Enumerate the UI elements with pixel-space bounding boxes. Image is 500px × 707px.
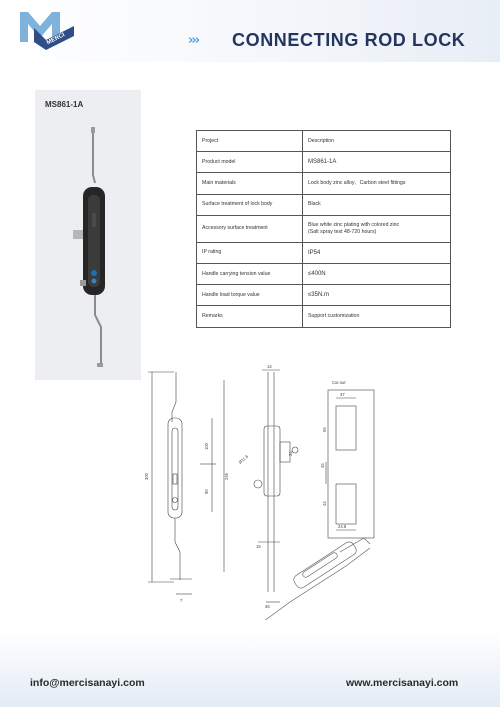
- product-panel: [35, 90, 141, 380]
- dim-45: 45: [320, 463, 325, 468]
- table-row: [197, 306, 451, 327]
- product-code: MS861-1A: [45, 100, 84, 109]
- row-label: Accessory surface treatment: [197, 215, 303, 242]
- dim-15: 15: [256, 544, 261, 549]
- row-label: Remarks: [197, 306, 303, 327]
- row-label: Main materials: [197, 173, 303, 194]
- footer-band: [0, 632, 500, 707]
- row-value: ≤35N.m: [303, 285, 451, 306]
- footer-email-link[interactable]: info@mercisanayi.com: [30, 677, 145, 689]
- row-value: ≤400N: [303, 263, 451, 284]
- row-label: Handle load torque value: [197, 285, 303, 306]
- table-row: [197, 173, 451, 194]
- row-label: Surface treatment of lock body: [197, 194, 303, 215]
- row-value: Lock body zinc alloy、Carbon steel fittings: [303, 173, 451, 194]
- row-label: Product model: [197, 152, 303, 173]
- dim-7: 7: [180, 598, 183, 603]
- header-description: Description: [303, 131, 451, 152]
- row-value: Support customization: [303, 306, 451, 327]
- front-view: [148, 372, 224, 594]
- dim-44: 44: [322, 501, 327, 506]
- dim-36: 36: [265, 604, 270, 609]
- dim-246: 246: [224, 473, 229, 480]
- row-label: Handle carrying tension value: [197, 263, 303, 284]
- table-row: [197, 152, 451, 173]
- table-row: [197, 242, 451, 263]
- table-row: [197, 215, 451, 242]
- dim-100: 100: [204, 443, 209, 450]
- cutout-label: Cut out: [332, 380, 346, 385]
- dim-phi: Ø11.8: [237, 453, 250, 465]
- dim-300: 300: [144, 473, 149, 480]
- chevron-arrows-icon: ›››: [188, 33, 199, 48]
- page-title: CONNECTING ROD LOCK: [232, 30, 466, 50]
- dim-90: 90: [204, 489, 209, 494]
- cutout-view: [326, 390, 374, 538]
- row-value: Black: [303, 194, 451, 215]
- technical-drawing: [140, 362, 400, 620]
- row-value: IP54: [303, 242, 451, 263]
- row-value: [303, 215, 451, 242]
- side-view: [254, 370, 298, 602]
- product-photo: [35, 115, 141, 380]
- dim-34: 34: [288, 451, 293, 456]
- table-header-row: [197, 131, 451, 152]
- merci-logo: [20, 12, 74, 50]
- header-project: Project: [197, 131, 303, 152]
- specification-table: [196, 130, 451, 328]
- logo-text: MERCI: [45, 32, 66, 47]
- dim-14: 14: [267, 364, 272, 369]
- table-row: [197, 194, 451, 215]
- dim-37: 37: [340, 392, 345, 397]
- row-value: MS861-1A: [303, 152, 451, 173]
- row-label: IP rating: [197, 242, 303, 263]
- row-value-line2: (Salt spray test 48-720 hours): [308, 228, 377, 235]
- footer-website-link[interactable]: www.mercisanayi.com: [346, 677, 459, 689]
- table-row: [197, 285, 451, 306]
- table-row: [197, 263, 451, 284]
- isometric-view: [260, 538, 370, 620]
- dim-55: 55: [322, 427, 327, 432]
- dim-24-8: 24.8: [338, 524, 347, 529]
- row-value-line1: Blue white zinc plating with colored zinc: [308, 221, 400, 228]
